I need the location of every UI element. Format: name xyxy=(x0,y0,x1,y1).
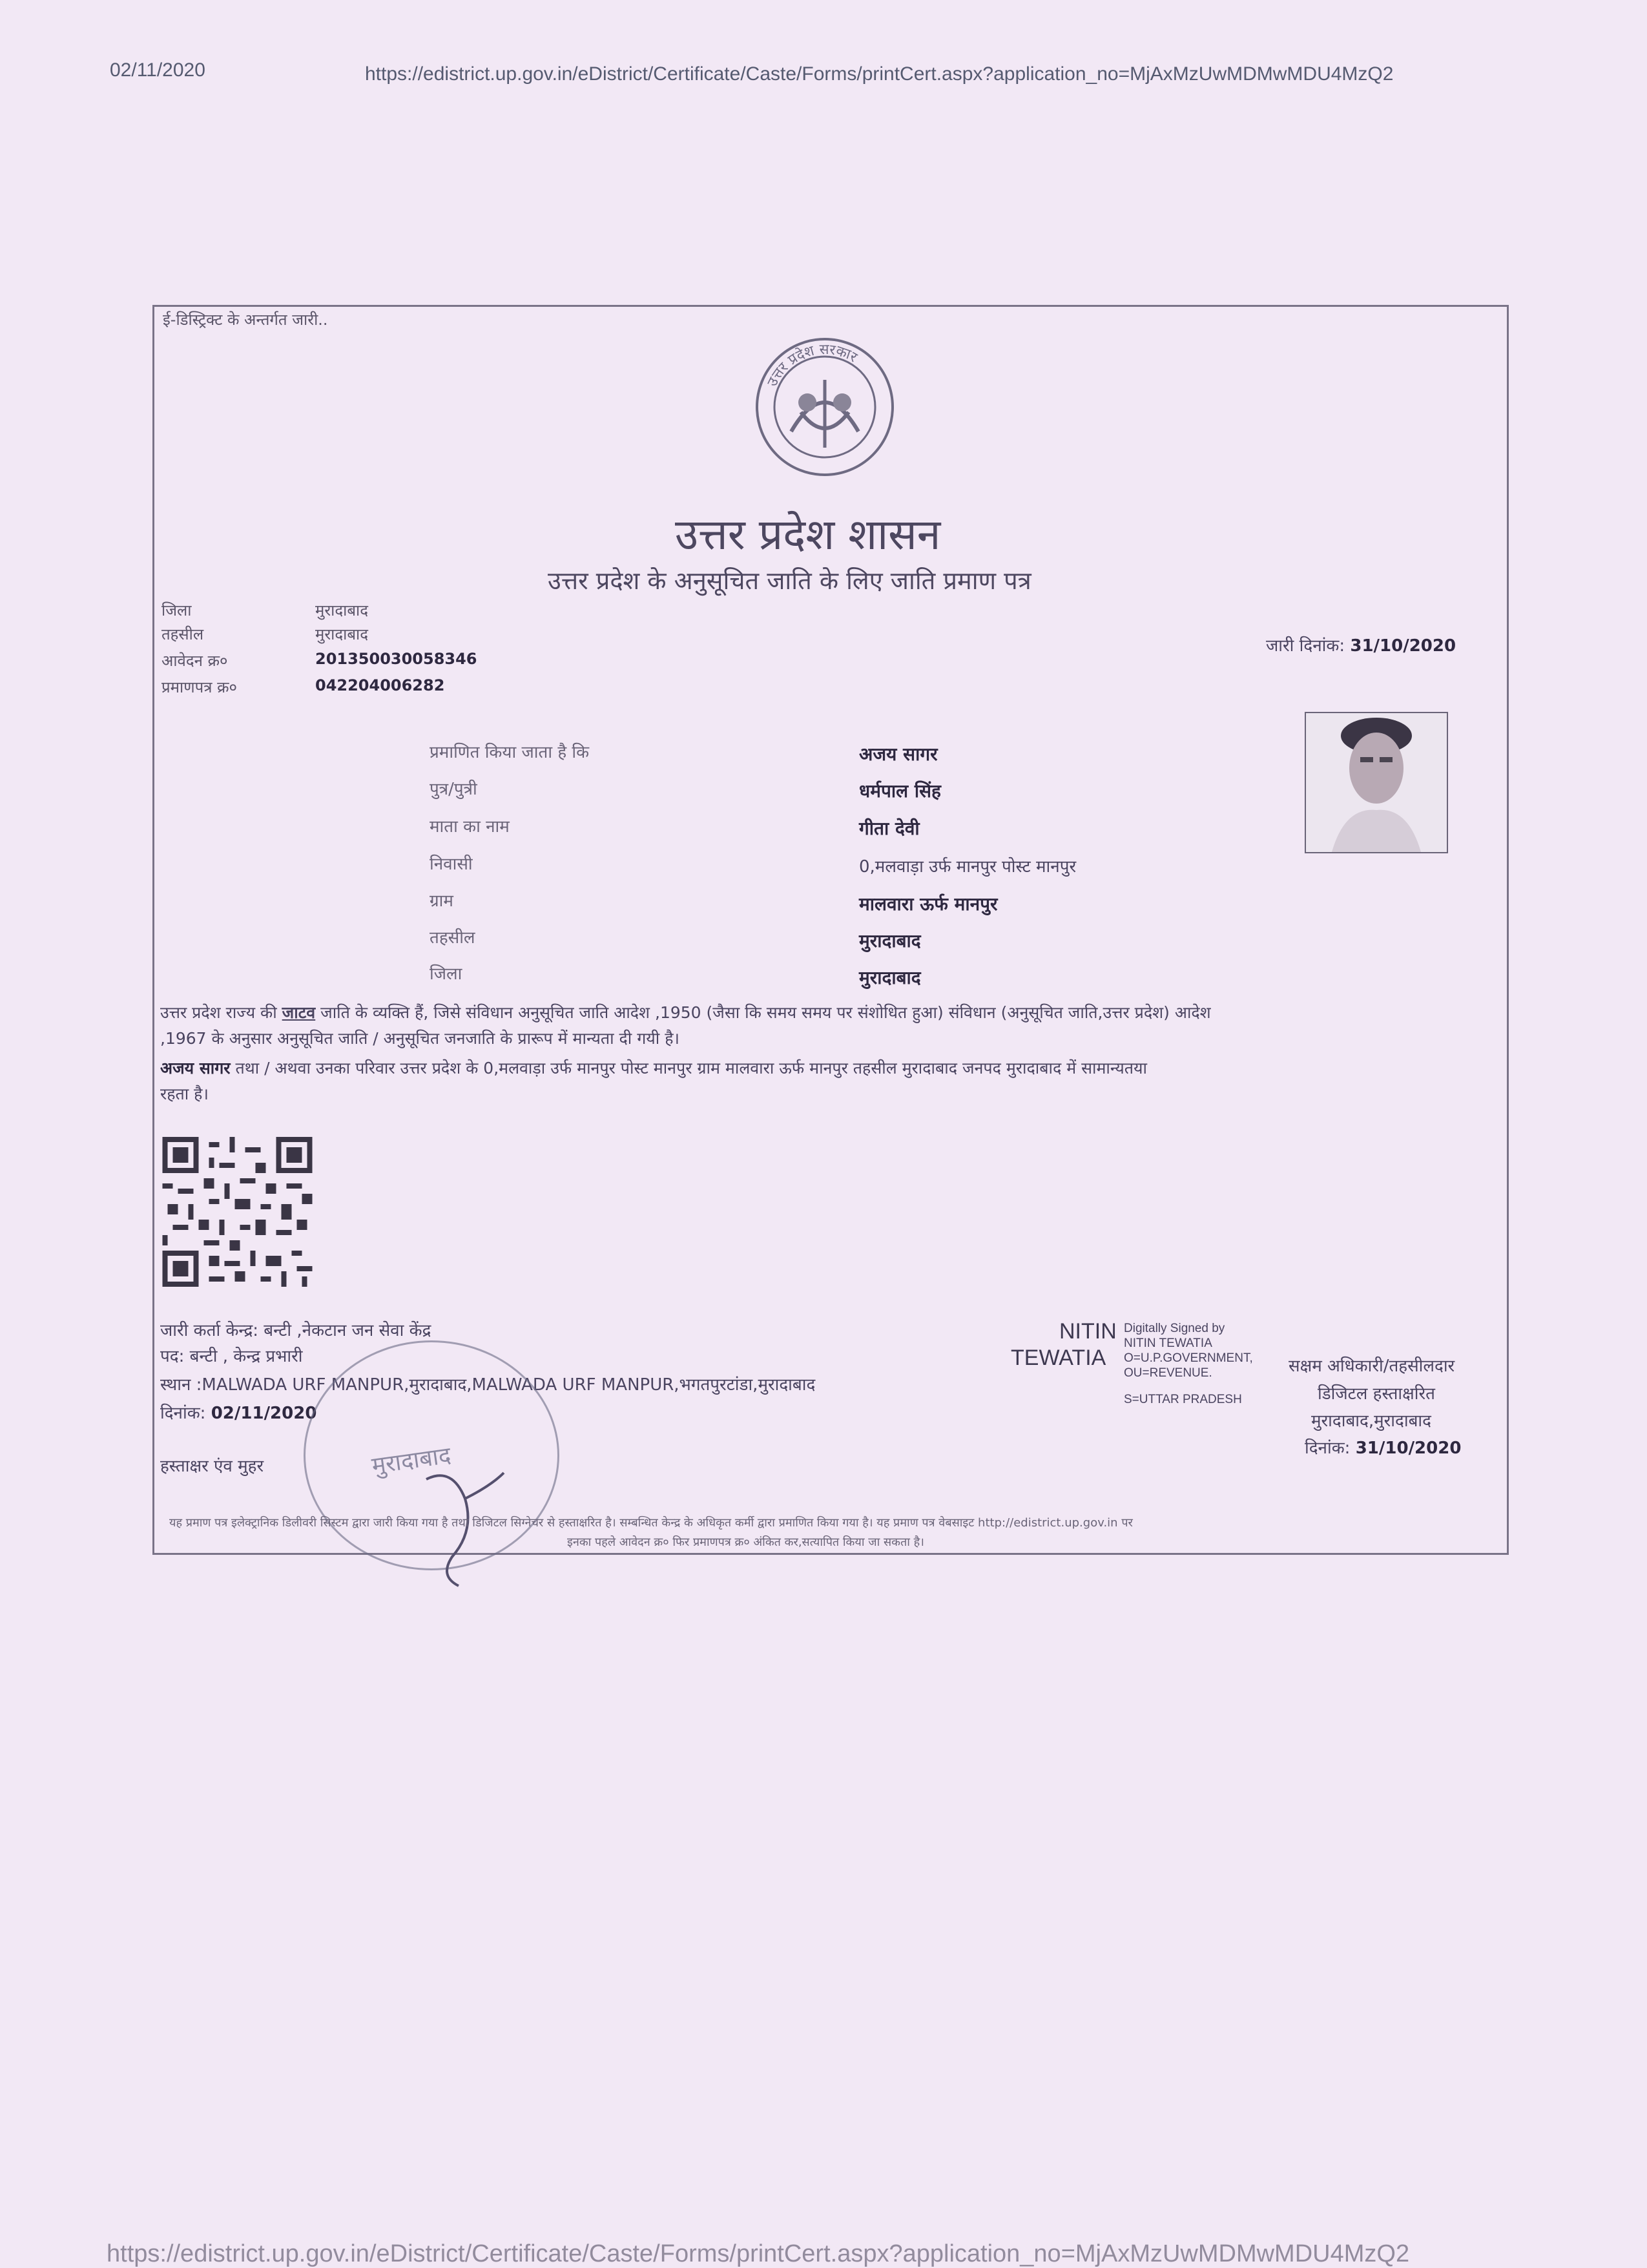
issuer-date xyxy=(160,1400,316,1424)
digital-signer-name-2: TEWATIA xyxy=(1011,1346,1106,1370)
meta-value-certificate-no: 042204006282 xyxy=(315,676,445,694)
sig-detail-5: S=UTTAR PRADESH xyxy=(1124,1393,1242,1406)
signature-date xyxy=(1305,1435,1461,1459)
caste-paragraph xyxy=(160,1000,1500,1052)
signature-date-label: दिनांक: xyxy=(1305,1439,1351,1458)
residence-paragraph xyxy=(160,1056,1500,1107)
field-label-tehsil: तहसील xyxy=(430,928,475,948)
applicant-photo xyxy=(1305,712,1448,853)
meta-value-application-no: 201350030058346 xyxy=(315,650,477,668)
issuer-post: पद: बन्टी , केन्द्र प्रभारी xyxy=(160,1347,303,1366)
field-value-district: मुरादाबाद xyxy=(859,967,921,988)
residence-paragraph-part2: रहता है। xyxy=(160,1085,209,1103)
digitally-signed-label: डिजिटल हस्ताक्षरित xyxy=(1318,1384,1435,1404)
field-label-mother: माता का नाम xyxy=(430,817,510,837)
footnote-line-2: इनका पहले आवेदन क्र० फिर प्रमाणपत्र क्र० अंकित कर,सत्यापित किया जा सकता है। xyxy=(567,1535,924,1549)
footnote-line-1: यह प्रमाण पत्र इलेक्ट्रानिक डिलीवरी सिस्टम द्वारा जारी किया गया है तथा डिजिटल सिग्नेचर से हस्ताक्षरित है। सम्बन्धित केन्द्र के अधिकृत कर्मी द्वारा प्रमाणित किया गया है। यह प्रमाण पत्र वेबसाइट http://edistrict.up.gov.in पर xyxy=(169,1516,1133,1530)
emblem-text: उत्तर प्रदेश सरकार xyxy=(764,341,860,390)
sig-detail-3: O=U.P.GOVERNMENT, xyxy=(1124,1351,1253,1365)
field-label-certified: प्रमाणित किया जाता है कि xyxy=(430,743,590,762)
print-date: 02/11/2020 xyxy=(110,59,205,81)
qr-code-icon xyxy=(159,1137,316,1287)
competent-officer: सक्षम अधिकारी/तहसीलदार xyxy=(1289,1357,1455,1376)
person-photo-icon xyxy=(1306,713,1447,852)
page-url: https://edistrict.up.gov.in/eDistrict/Certificate/Caste/Forms/printCert.aspx?application_no=MjAxMzUwMDMwMDU4MzQ2 xyxy=(365,63,1394,85)
field-label-resident: निवासी xyxy=(430,855,473,874)
sig-detail-4: OU=REVENUE. xyxy=(1124,1366,1212,1380)
field-value-village: मालवारा ऊर्फ मानपुर xyxy=(859,893,998,915)
issuer-date-value: 02/11/2020 xyxy=(211,1404,317,1423)
residence-paragraph-part1: तथा / अथवा उनका परिवार उत्तर प्रदेश के 0,मलवाड़ा उर्फ मानपुर पोस्ट मानपुर ग्राम मालवारा ऊर्फ मानपुर तहसील मुरादाबाद जनपद मुरादाबाद में सामान्यतया xyxy=(235,1059,1147,1077)
field-value-tehsil: मुरादाबाद xyxy=(859,930,921,952)
caste-paragraph-part2: जाति के व्यक्ति हैं, जिसे संविधान अनुसूचित जाति आदेश ,1950 (जैसा कि समय समय पर संशोधित हुआ) संविधान (अनुसूचित जाति,उत्तर प्रदेश) आदेश xyxy=(320,1003,1211,1022)
stamp-text: मुरादाबाद xyxy=(370,1442,453,1480)
issuer-place: स्थान :MALWADA URF MANPUR,मुरादाबाद,MALWADA URF MANPUR,भगतपुरटांडा,मुरादाबाद xyxy=(160,1375,816,1395)
issued-under-note: ई-डिस्ट्रिक्ट के अन्तर्गत जारी.. xyxy=(163,311,328,329)
issuer-date-label: दिनांक: xyxy=(160,1404,206,1423)
meta-label-application-no: आवेदन क्र० xyxy=(161,652,228,670)
field-value-resident: 0,मलवाड़ा उर्फ मानपुर पोस्ट मानपुर xyxy=(859,857,1077,877)
issue-date-label: जारी दिनांक: xyxy=(1266,636,1345,656)
sig-detail-2: NITIN TEWATIA xyxy=(1124,1337,1212,1350)
signature-seal-label: हस्ताक्षर एंव मुहर xyxy=(160,1457,264,1476)
sig-detail-1: Digitally Signed by xyxy=(1124,1322,1225,1335)
field-label-district: जिला xyxy=(430,964,462,984)
certificate-subtitle: उत्तर प्रदेश के अनुसूचित जाति के लिए जाति प्रमाण पत्र xyxy=(548,567,1031,595)
issue-date-value: 31/10/2020 xyxy=(1350,636,1456,656)
meta-label-certificate-no: प्रमाणपत्र क्र० xyxy=(161,678,237,696)
digital-signer-name-1: NITIN xyxy=(1059,1319,1117,1344)
signature-date-value: 31/10/2020 xyxy=(1355,1439,1462,1458)
digital-signature-details xyxy=(1124,1321,1253,1407)
caste-paragraph-part3: ,1967 के अनुसार अनुसूचित जाति / अनुसूचित जनजाति के प्रारूप में मान्यता दी गयी है। xyxy=(160,1029,679,1048)
signature-location: मुरादाबाद,मुरादाबाद xyxy=(1311,1411,1431,1431)
svg-text:उत्तर प्रदेश सरकार xyxy=(764,342,860,389)
caste-paragraph-part1: उत्तर प्रदेश राज्य की xyxy=(160,1003,277,1022)
issuer-center: जारी कर्ता केन्द्र: बन्टी ,नेकटान जन सेवा केंद्र xyxy=(160,1321,431,1340)
meta-label-district: जिला xyxy=(161,601,192,619)
residence-paragraph-name: अजय सागर xyxy=(160,1059,231,1077)
field-label-village: ग्राम xyxy=(430,891,453,911)
field-value-name: अजय सागर xyxy=(859,744,938,765)
field-value-parent: धर्मपाल सिंह xyxy=(859,780,941,802)
meta-value-tehsil: मुरादाबाद xyxy=(315,625,369,643)
field-value-mother: गीता देवी xyxy=(859,818,920,839)
issue-date xyxy=(1266,633,1456,656)
print-footer-url: https://edistrict.up.gov.in/eDistrict/Certificate/Caste/Forms/printCert.aspx?application_no=MjAxMzUwMDMwMDU4MzQ2 xyxy=(107,2240,1410,2267)
field-label-parent: पुत्र/पुत्री xyxy=(430,780,477,799)
certificate-title: उत्तर प्रदेश शासन xyxy=(675,510,941,559)
up-government-emblem-icon xyxy=(752,335,898,480)
caste-name: जाटव xyxy=(282,1003,316,1022)
meta-label-tehsil: तहसील xyxy=(161,625,204,643)
meta-value-district: मुरादाबाद xyxy=(315,601,369,619)
